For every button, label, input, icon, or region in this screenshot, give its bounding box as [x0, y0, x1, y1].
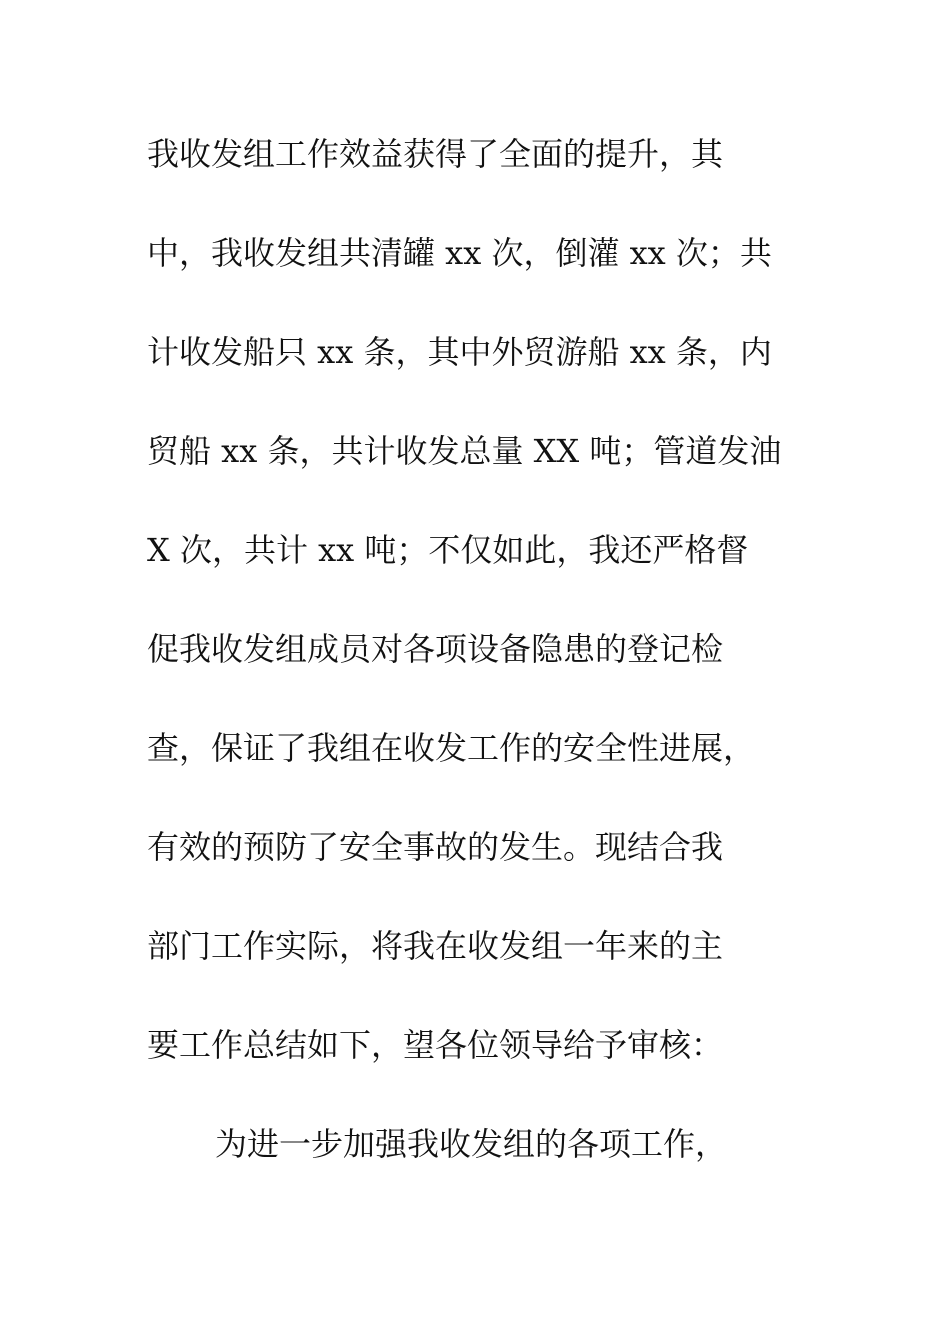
text-line: 贸船 xx 条，共计收发总量 XX 吨；管道发油: [147, 432, 782, 470]
text-line: 查，保证了我组在收发工作的安全性进展，: [147, 729, 756, 767]
text-line: 要工作总结如下，望各位领导给予审核：: [147, 1026, 724, 1064]
text-line: X 次，共计 xx 吨；不仅如此，我还严格督: [147, 531, 749, 569]
text-line: 中，我收发组共清罐 xx 次，倒灌 xx 次；共: [147, 234, 772, 272]
text-line: 部门工作实际，将我在收发组一年来的主: [147, 927, 724, 965]
text-line: 我收发组工作效益获得了全面的提升，其: [147, 135, 724, 173]
paragraph-start-line: 为进一步加强我收发组的各项工作，: [215, 1125, 728, 1163]
body-text: [147, 124, 827, 1213]
text-line: 计收发船只 xx 条，其中外贸游船 xx 条，内: [147, 333, 772, 371]
text-line: 有效的预防了安全事故的发生。现结合我: [147, 828, 724, 866]
text-line: 促我收发组成员对各项设备隐患的登记检: [147, 630, 724, 668]
